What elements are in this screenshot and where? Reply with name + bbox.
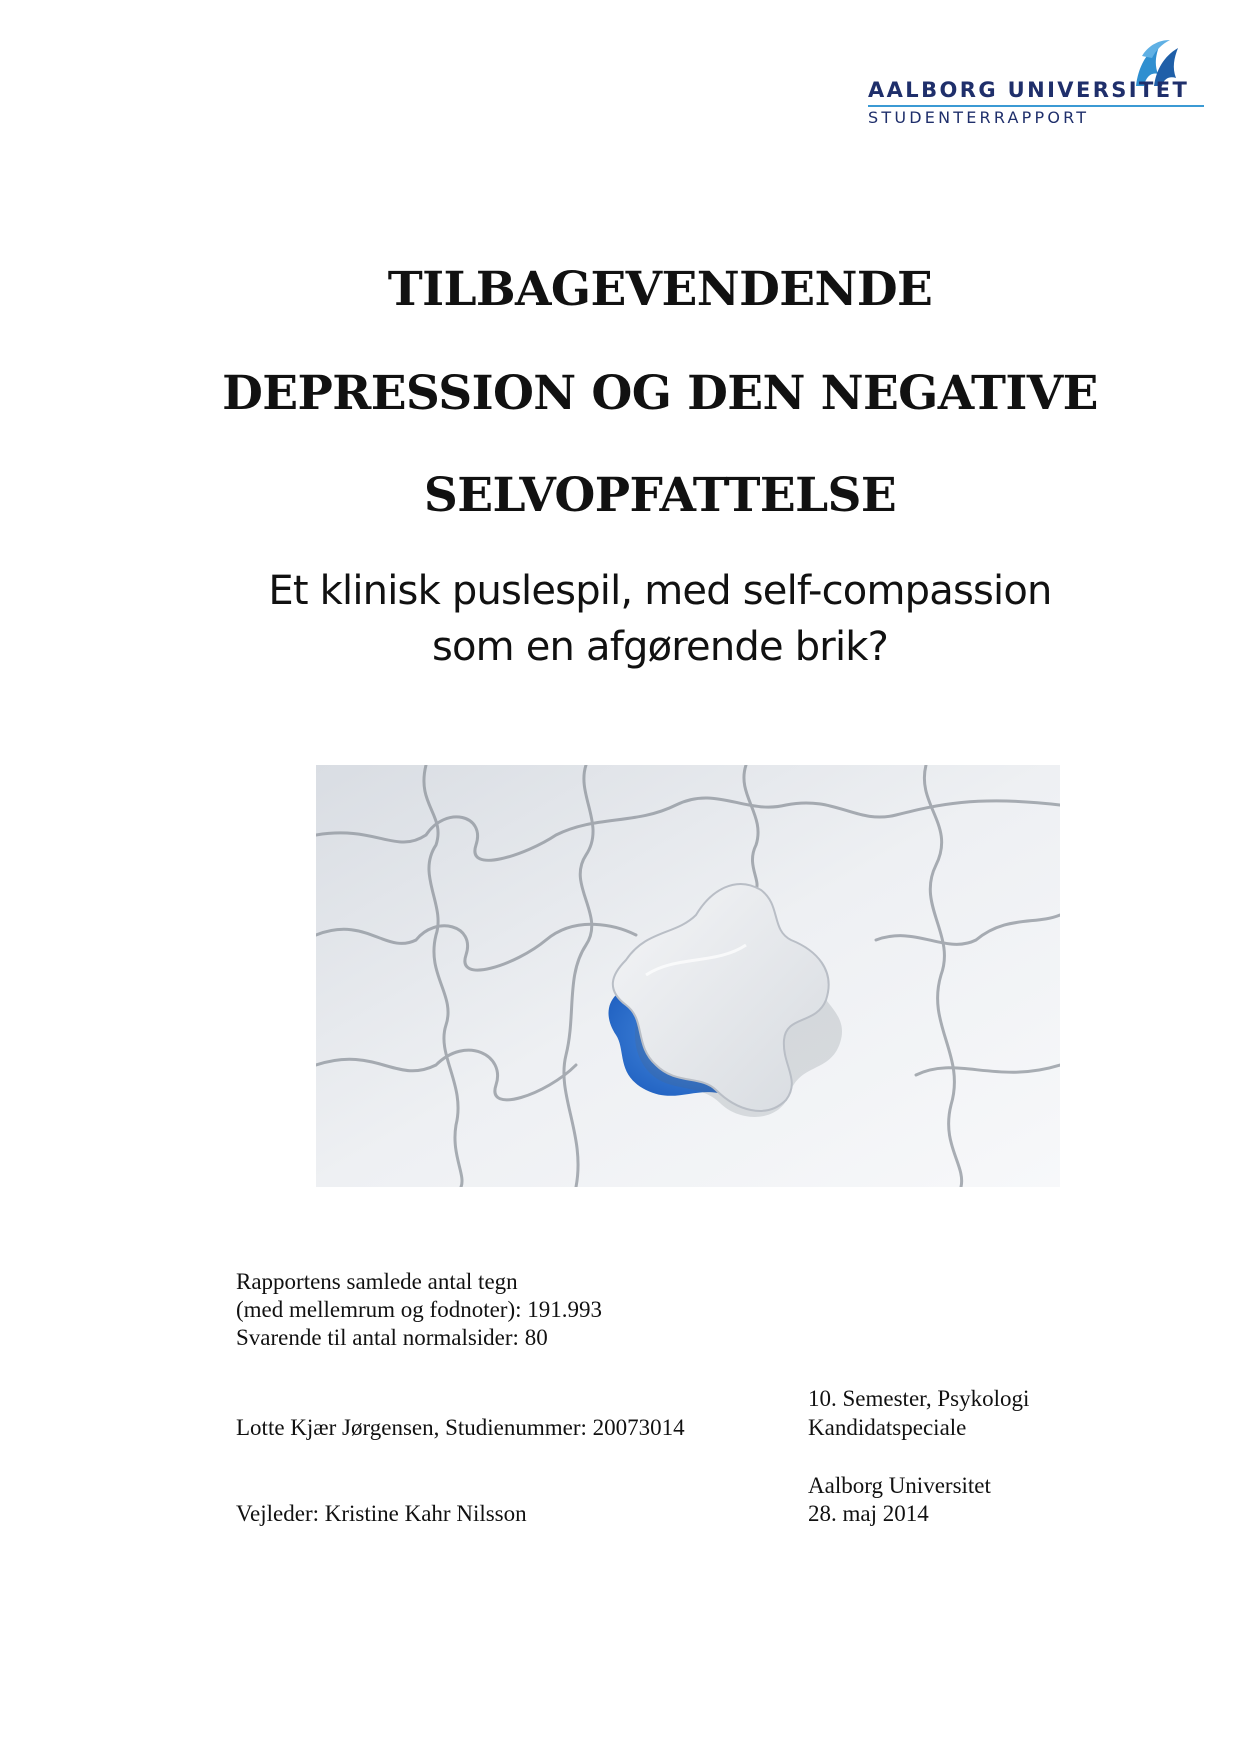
chars-label: Rapportens samlede antal tegn <box>236 1269 518 1294</box>
date: 28. maj 2014 <box>808 1501 929 1526</box>
puzzle-pieces-image <box>316 765 1060 1187</box>
cover-image <box>316 765 1060 1187</box>
title-line-2: DEPRESSION OG DEN NEGATIVE <box>222 366 1098 421</box>
subtitle-line-2: som en afgørende brik? <box>431 624 889 670</box>
subtitle-line-1: Et klinisk puslespil, med self-compassion <box>268 568 1052 614</box>
semester: 10. Semester, Psykologi <box>808 1386 1030 1411</box>
logo-subtitle: STUDENTERRAPPORT <box>868 108 1090 127</box>
university-name: AALBORG UNIVERSITET <box>868 78 1190 102</box>
university: Aalborg Universitet <box>808 1473 991 1498</box>
logo-divider <box>868 105 1204 107</box>
title-line-3: SELVOPFATTELSE <box>423 468 897 523</box>
normal-pages: Svarende til antal normalsider: 80 <box>236 1325 548 1350</box>
title-line-1: TILBAGEVENDENDE <box>387 262 933 317</box>
author: Lotte Kjær Jørgensen, Studienummer: 20073014 <box>236 1415 685 1440</box>
report-info <box>236 1268 602 1352</box>
supervisor: Vejleder: Kristine Kahr Nilsson <box>236 1501 527 1526</box>
thesis-type: Kandidatspeciale <box>808 1415 967 1440</box>
university-logo <box>868 38 1208 128</box>
chars-detail: (med mellemrum og fodnoter): 191.993 <box>236 1297 603 1322</box>
